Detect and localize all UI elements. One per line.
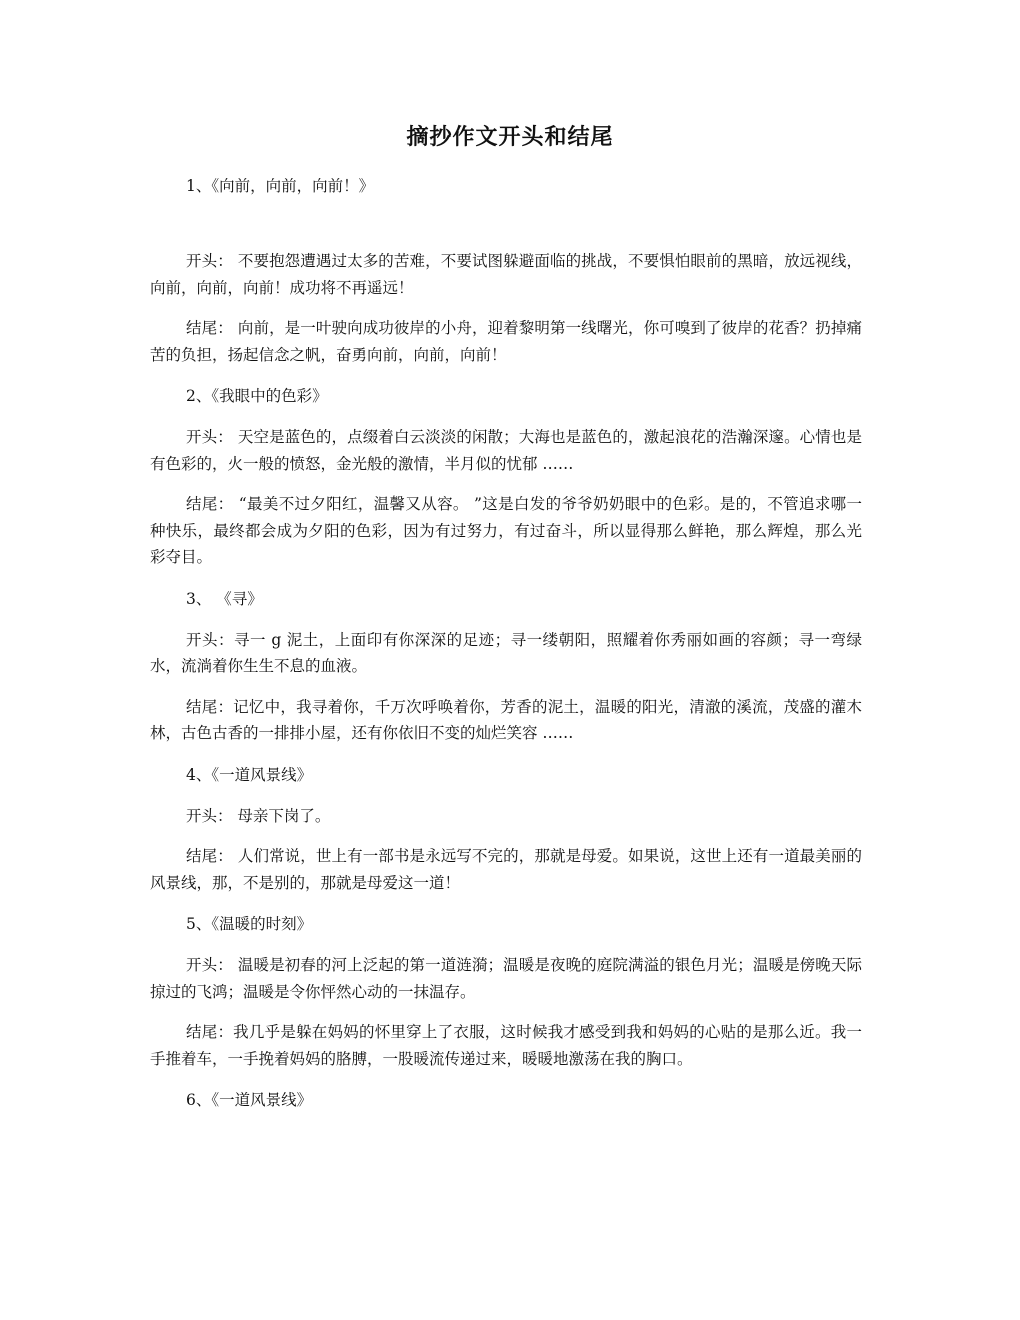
section-4 xyxy=(150,761,862,911)
section-heading: 5、《温暖的时刻》 xyxy=(186,915,313,933)
section-ending: 结尾：我几乎是躲在妈妈的怀里穿上了衣服，这时候我才感受到我和妈妈的心贴的是那么近。我一手推着车，一手挽着妈妈的胳膊，一股暖流传递过来，暖暖地激荡在我的胸口。 xyxy=(150,1023,862,1068)
section-ending: 结尾： “最美不过夕阳红，温馨又从容。 ”这是白发的爷爷奶奶眼中的色彩。是的，不管追求哪一种快乐，最终都会成为夕阳的色彩，因为有过努力，有过奋斗，所以显得那么鲜艳，那么辉煌，那么光彩夺目。 xyxy=(150,495,862,566)
section-2 xyxy=(150,382,862,585)
section-5 xyxy=(150,910,862,1086)
section-heading: 4、《一道风景线》 xyxy=(186,765,313,784)
section-heading: 6、《一道风景线》 xyxy=(186,1091,313,1109)
section-1 xyxy=(150,172,862,382)
section-6 xyxy=(150,1086,862,1114)
section-3 xyxy=(150,585,862,761)
section-ending: 结尾： 人们常说，世上有一部书是永远写不完的，那就是母爱。如果说，这世上还有一道最美丽的风景线，那，不是别的，那就是母爱这一道！ xyxy=(150,847,862,892)
section-heading: 1、《向前，向前，向前！》 xyxy=(186,177,375,195)
section-ending: 结尾： 向前，是一叶驶向成功彼岸的小舟，迎着黎明第一线曙光，你可嗅到了彼岸的花香？扔掉痛苦的负担，扬起信念之帆，奋勇向前，向前，向前！ xyxy=(150,319,862,364)
section-opening: 开头： 不要抱怨遭遇过太多的苦难，不要试图躲避面临的挑战，不要惧怕眼前的黑暗，放远视线，向前，向前，向前！成功将不再遥远！ xyxy=(150,252,862,297)
section-ending: 结尾：记忆中，我寻着你，千万次呼唤着你，芳香的泥土，温暖的阳光，清澈的溪流，茂盛的灌木林，古色古香的一排排小屋，还有你依旧不变的灿烂笑容 …… xyxy=(150,697,862,742)
document-title: 摘抄作文开头和结尾 xyxy=(406,124,614,150)
section-opening: 开头： 温暖是初春的河上泛起的第一道涟漪；温暖是夜晚的庭院满溢的银色月光；温暖是傍晚天际掠过的飞鸿；温暖是令你怦然心动的一抹温存。 xyxy=(150,956,862,1001)
section-opening: 开头： 母亲下岗了。 xyxy=(186,806,331,825)
section-opening: 开头： 天空是蓝色的，点缀着白云淡淡的闲散；大海也是蓝色的，激起浪花的浩瀚深邃。心情也是有色彩的，火一般的愤怒，金光般的激情，半月似的忧郁 …… xyxy=(150,428,862,473)
section-heading: 3、 《寻》 xyxy=(186,589,263,608)
document-body xyxy=(150,172,862,1114)
section-opening: 开头：寻一 g 泥土，上面印有你深深的足迹；寻一缕朝阳，照耀着你秀丽如画的容颜；寻一弯绿水，流淌着你生生不息的血液。 xyxy=(150,630,862,675)
section-heading: 2、《我眼中的色彩》 xyxy=(186,387,328,405)
